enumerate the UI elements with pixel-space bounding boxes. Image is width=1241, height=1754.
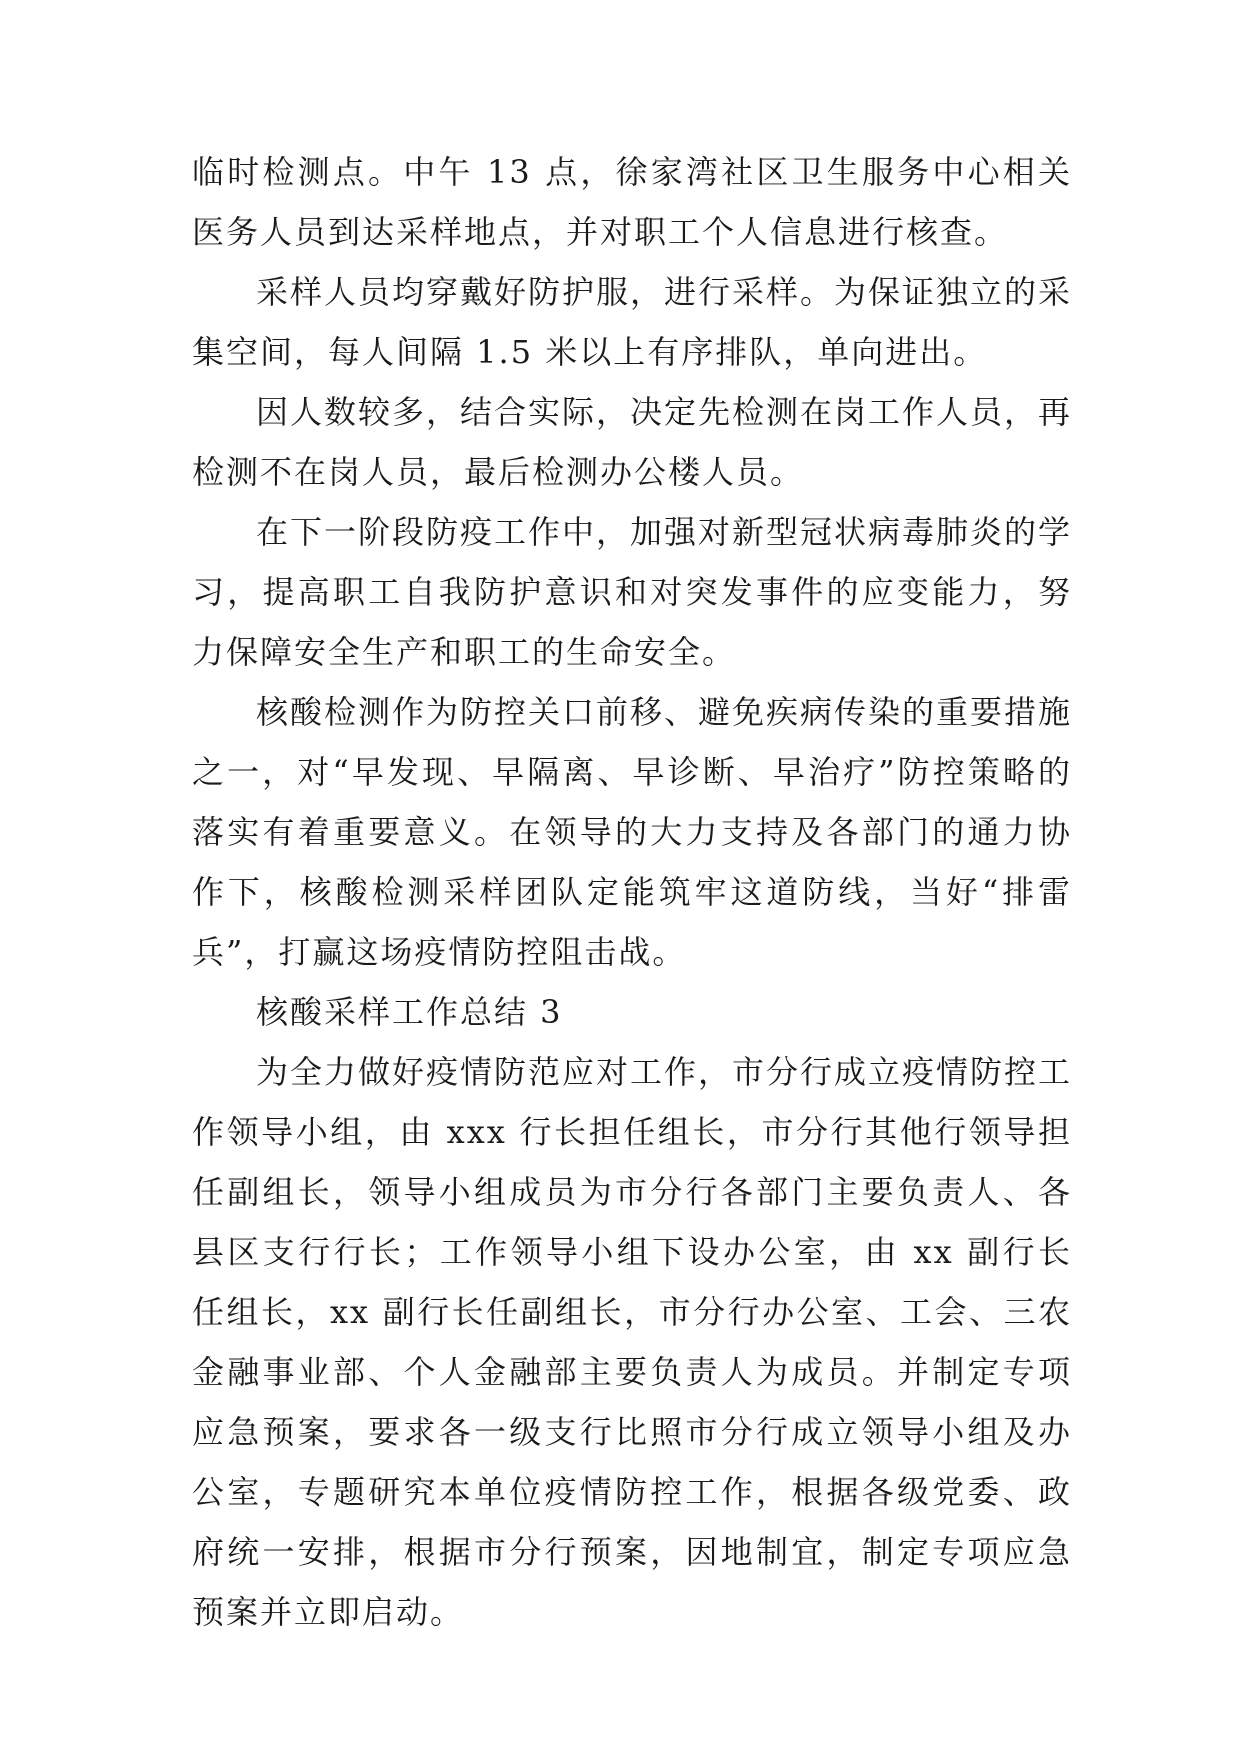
paragraph-3: 因人数较多，结合实际，决定先检测在岗工作人员，再检测不在岗人员，最后检测办公楼人员。 [192, 393, 1073, 491]
paragraph-2: 采样人员均穿戴好防护服，进行采样。为保证独立的采集空间，每人间隔 1.5 米以上有序排队，单向进出。 [192, 273, 1073, 371]
paragraph-4: 在下一阶段防疫工作中，加强对新型冠状病毒肺炎的学习，提高职工自我防护意识和对突发事件的应变能力，努力保障安全生产和职工的生命安全。 [192, 513, 1073, 671]
section-heading: 核酸采样工作总结 3 [256, 993, 563, 1031]
document-page [192, 142, 1072, 1642]
paragraph-5: 核酸检测作为防控关口前移、避免疾病传染的重要措施之一，对“早发现、早隔离、早诊断、早治疗”防控策略的落实有着重要意义。在领导的大力支持及各部门的通力协作下，核酸检测采样团队定能筑牢这道防线，当好“排雷兵”，打赢这场疫情防控阻击战。 [192, 693, 1073, 971]
paragraph-1: 临时检测点。中午 13 点，徐家湾社区卫生服务中心相关医务人员到达采样地点，并对职工个人信息进行核查。 [192, 153, 1072, 251]
paragraph-6: 为全力做好疫情防范应对工作，市分行成立疫情防控工作领导小组，由 xxx 行长担任组长，市分行其他行领导担任副组长，领导小组成员为市分行各部门主要负责人、各县区支行行长；工作领导小组下设办公室，由 xx 副行长任组长，xx 副行长任副组长，市分行办公室、工会、三农金融事业部、个人金融部主要负责人为成员。并制定专项应急预案，要求各一级支行比照市分行成立领导小组及办公室，专题研究本单位疫情防控工作，根据各级党委、政府统一安排，根据市分行预案，因地制宜，制定专项应急预案并立即启动。 [192, 1053, 1073, 1631]
